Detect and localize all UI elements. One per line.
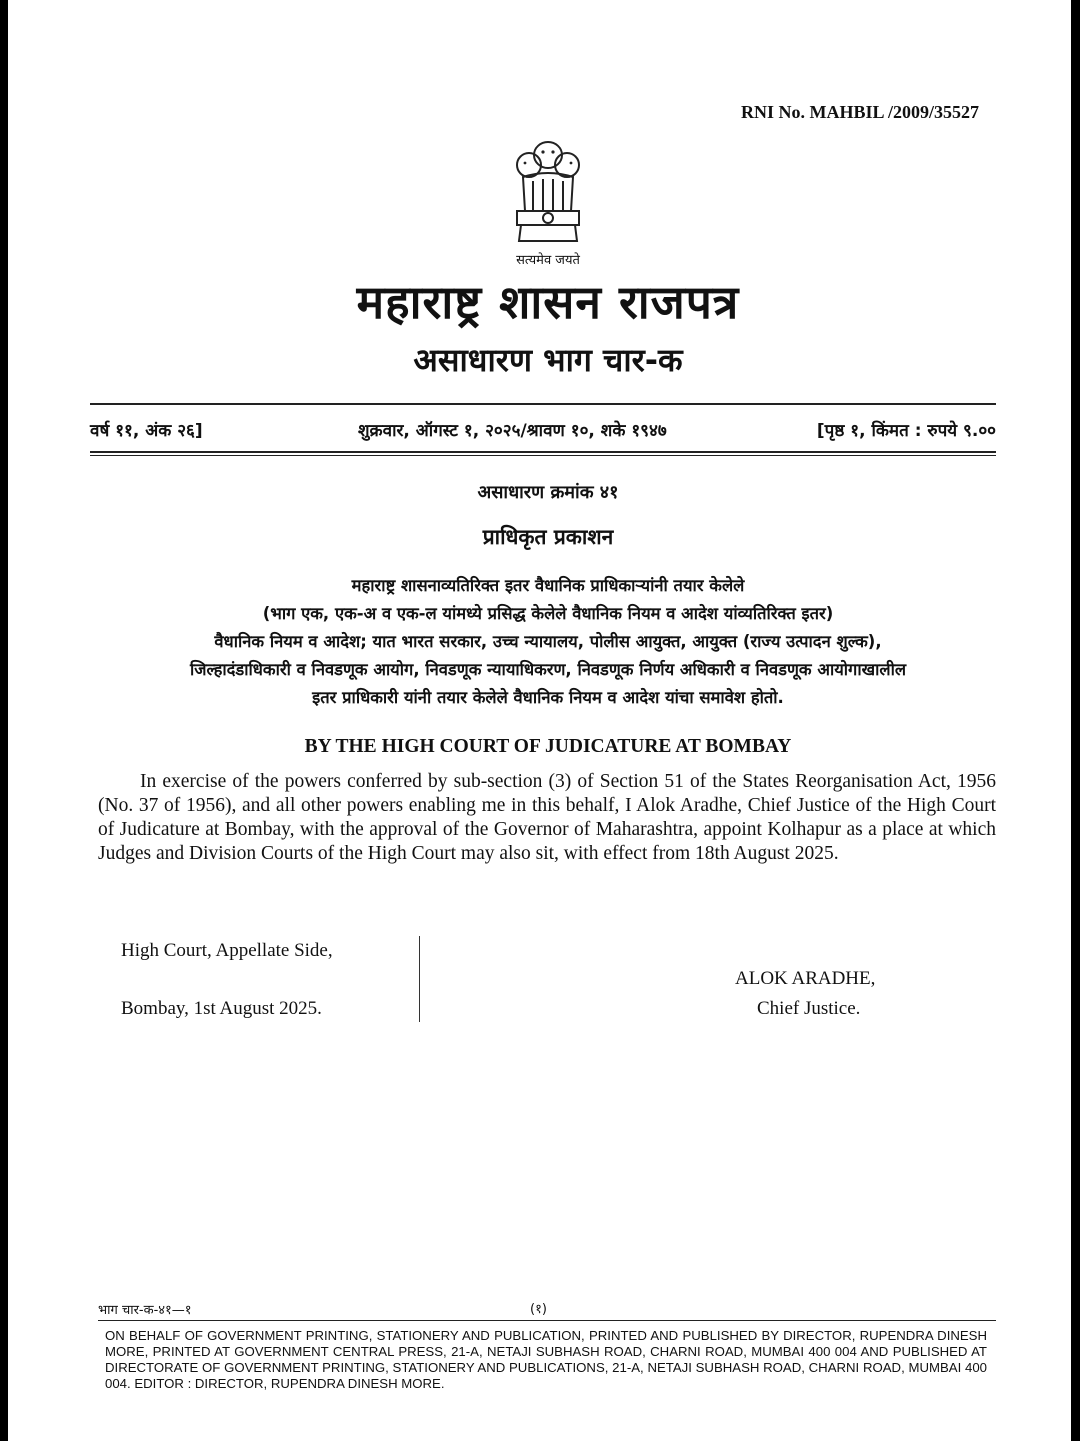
issue-date: शुक्रवार, ऑगस्ट १, २०२५/श्रावण १०, शके १९४७ [358, 421, 667, 441]
emblem-motto: सत्यमेव जयते [516, 253, 580, 268]
signatory-title: Chief Justice. [757, 998, 861, 1019]
printer-imprint: ON BEHALF OF GOVERNMENT PRINTING, STATIONERY AND PUBLICATION, PRINTED AND PUBLISHED BY DIRECTOR, RUPENDRA DINESH MORE, PRINTED AT GOVERNMENT CENTRAL PRESS, 21-A, NETAJI SUBHASH ROAD, CHARNI ROAD, MUMBAI 400 004 AND PUBLISHED AT DIRECTORATE OF GOVERNMENT PRINTING, STATIONERY AND PUBLICATIONS, 21-A, NETAJI SUBHASH ROAD, CHARNI ROAD, MUMBAI 400 004. EDITOR : DIRECTOR, RUPENDRA DINESH MORE. [105, 1328, 987, 1391]
top-rule [90, 403, 996, 405]
preamble-line: महाराष्ट्र शासनाव्यतिरिक्त इतर वैधानिक प्राधिकाऱ्यांनी तयार केलेले [351, 576, 745, 595]
footer-rule [98, 1320, 996, 1321]
national-emblem-icon [503, 133, 593, 253]
page-number: (१) [530, 1302, 547, 1317]
place-line-1: High Court, Appellate Side, [121, 940, 333, 961]
preamble [8, 572, 1080, 712]
part-code: भाग चार-क-४१—१ [98, 1303, 192, 1318]
gazette-title: महाराष्ट्र शासन राजपत्र [356, 275, 740, 329]
order-heading: BY THE HIGH COURT OF JUDICATURE AT BOMBAY [304, 736, 792, 757]
preamble-line: जिल्हादंडाधिकारी व निवडणूक आयोग, निवडणूक न्यायाधिकरण, निवडणूक निर्णय अधिकारी व निवडणूक आयोगाखालील [189, 660, 907, 679]
signature-divider [419, 936, 420, 1022]
page-price: [पृष्ठ १, किंमत : रुपये ९.०० [816, 421, 996, 441]
volume-issue: वर्ष ११, अंक २६] [90, 421, 203, 441]
signatory-name: ALOK ARADHE, [735, 968, 876, 989]
preamble-line: वैधानिक नियम व आदेश; यात भारत सरकार, उच्च न्यायालय, पोलीस आयुक्त, आयुक्त (राज्य उत्पादन शुल्क), [214, 632, 882, 651]
bottom-rule [90, 451, 996, 453]
order-body: In exercise of the powers conferred by sub-section (3) of Section 51 of the States Reorganisation Act, 1956 (No. 37 of 1956), and all other powers enabling me in this behalf, I Alok Aradhe, Chief Justice of the High Court of Judicature at Bombay, with the approval of the Governor of Maharashtra, appoint Kolhapur as a place at which Judges and Division Courts of the High Court may also sit, with effect from 18th August 2025. [98, 771, 996, 864]
preamble-line: (भाग एक, एक-अ व एक-ल यांमध्ये प्रसिद्ध केलेले वैधानिक नियम व आदेश यांव्यतिरिक्त इतर) [262, 604, 834, 623]
rni-number: RNI No. MAHBIL /2009/35527 [740, 102, 979, 122]
preamble-line: इतर प्राधिकारी यांनी तयार केलेले वैधानिक नियम व आदेश यांचा समावेश होतो. [312, 688, 784, 707]
place-line-2: Bombay, 1st August 2025. [121, 998, 322, 1019]
authorised-publication: प्राधिकृत प्रकाशन [482, 525, 614, 549]
gazette-subtitle: असाधारण भाग चार-क [413, 341, 683, 379]
bottom-rule-thin [90, 455, 996, 456]
extraordinary-serial: असाधारण क्रमांक ४१ [477, 482, 619, 503]
gazette-page [8, 0, 1071, 1441]
